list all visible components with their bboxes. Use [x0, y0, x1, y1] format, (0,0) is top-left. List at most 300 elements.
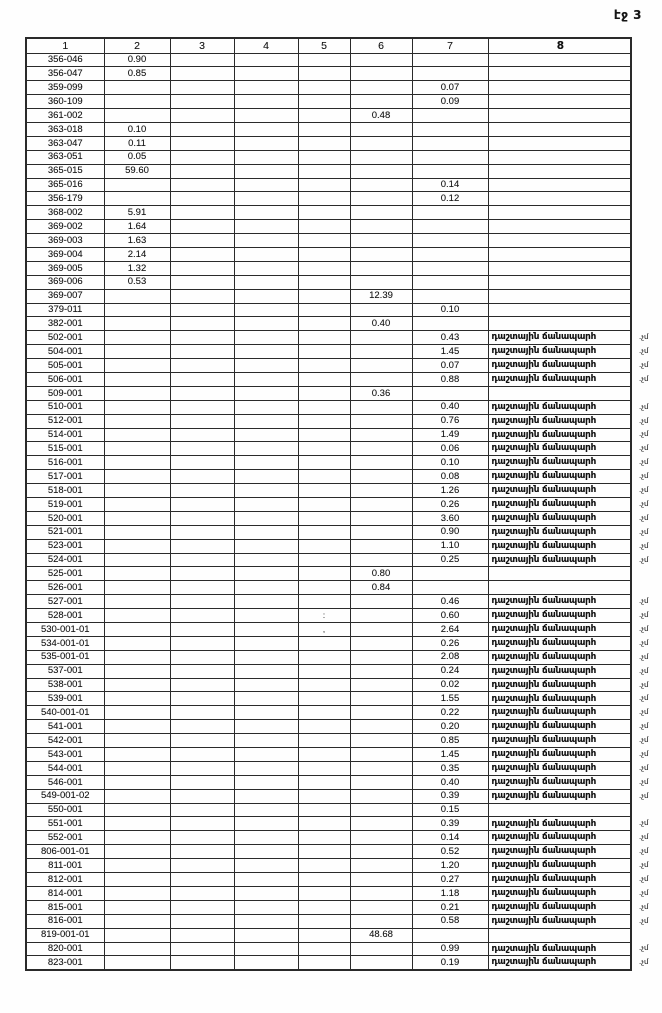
cell-land-use: դաշտային ճանապարհ — [488, 539, 631, 553]
cell-col5 — [298, 414, 350, 428]
cell-land-use: դաշտային ճանապարհ — [488, 470, 631, 484]
cell-col2: 0.11 — [104, 136, 170, 150]
cell-col2 — [104, 456, 170, 470]
cell-col7: 0.10 — [412, 303, 488, 317]
cell-land-use — [488, 247, 631, 261]
cell-parcel-id: 549-001-02 — [26, 789, 104, 803]
cell-parcel-id: 535-001-01 — [26, 650, 104, 664]
cell-col5 — [298, 192, 350, 206]
cell-col6 — [350, 789, 412, 803]
cell-col4 — [234, 275, 298, 289]
table-row — [26, 95, 661, 109]
table-row — [26, 678, 661, 692]
cell-col4 — [234, 845, 298, 859]
cell-col6 — [350, 442, 412, 456]
cell-col4 — [234, 928, 298, 942]
cell-col4 — [234, 900, 298, 914]
cell-parcel-id: 523-001 — [26, 539, 104, 553]
cell-col4 — [234, 498, 298, 512]
cell-col2 — [104, 511, 170, 525]
cell-land-use: դաշտային ճանապարհ — [488, 956, 631, 970]
cell-parcel-id: 359-099 — [26, 81, 104, 95]
cell-col4 — [234, 873, 298, 887]
cell-col3 — [170, 456, 234, 470]
margin-annotation — [631, 95, 661, 109]
table-row — [26, 775, 661, 789]
cell-col7: 0.58 — [412, 914, 488, 928]
column-header-1: 1 — [26, 38, 104, 53]
cell-parcel-id: 356-179 — [26, 192, 104, 206]
cell-col6 — [350, 261, 412, 275]
cell-col4 — [234, 289, 298, 303]
cell-col6 — [350, 775, 412, 789]
cell-col2 — [104, 192, 170, 206]
cell-land-use: դաշտային ճանապարհ — [488, 484, 631, 498]
table-row — [26, 470, 661, 484]
cell-col7: 0.39 — [412, 789, 488, 803]
cell-col7 — [412, 289, 488, 303]
cell-col4 — [234, 372, 298, 386]
table-row — [26, 109, 661, 123]
cell-col5 — [298, 498, 350, 512]
cell-col4 — [234, 261, 298, 275]
cell-col3 — [170, 511, 234, 525]
table-row — [26, 164, 661, 178]
margin-annotation — [631, 803, 661, 817]
cell-col3 — [170, 414, 234, 428]
cell-parcel-id: 505-001 — [26, 359, 104, 373]
cell-parcel-id: 504-001 — [26, 345, 104, 359]
table-row — [26, 734, 661, 748]
cell-parcel-id: 365-015 — [26, 164, 104, 178]
table-row — [26, 623, 661, 637]
cell-land-use — [488, 109, 631, 123]
cell-col6 — [350, 192, 412, 206]
cell-col3 — [170, 359, 234, 373]
cell-col6 — [350, 803, 412, 817]
cell-land-use: դաշտային ճանապարհ — [488, 761, 631, 775]
cell-col4 — [234, 789, 298, 803]
cell-col4 — [234, 122, 298, 136]
cell-land-use: դաշտային ճանապարհ — [488, 623, 631, 637]
cell-col5 — [298, 553, 350, 567]
cell-col4 — [234, 470, 298, 484]
cell-parcel-id: 502-001 — [26, 331, 104, 345]
cell-col5 — [298, 317, 350, 331]
cell-col5 — [298, 581, 350, 595]
cell-parcel-id: 368-002 — [26, 206, 104, 220]
cell-col3 — [170, 206, 234, 220]
cell-parcel-id: 369-007 — [26, 289, 104, 303]
cell-col2 — [104, 761, 170, 775]
table-row — [26, 359, 661, 373]
cell-col3 — [170, 831, 234, 845]
cell-col6 — [350, 553, 412, 567]
column-header-3: 3 — [170, 38, 234, 53]
cell-col7 — [412, 220, 488, 234]
cell-col5 — [298, 734, 350, 748]
cell-col4 — [234, 636, 298, 650]
margin-annotation — [631, 275, 661, 289]
margin-annotation — [631, 581, 661, 595]
table-row — [26, 192, 661, 206]
table-row — [26, 178, 661, 192]
cell-land-use: դաշտային ճանապարհ — [488, 900, 631, 914]
cell-col7 — [412, 275, 488, 289]
cell-parcel-id: 512-001 — [26, 414, 104, 428]
table-row — [26, 525, 661, 539]
table-row — [26, 817, 661, 831]
cell-col4 — [234, 803, 298, 817]
cell-col6 — [350, 511, 412, 525]
cell-col7 — [412, 567, 488, 581]
cell-col2 — [104, 498, 170, 512]
margin-annotation: .չմ — [639, 374, 649, 383]
cell-land-use — [488, 122, 631, 136]
cell-col2 — [104, 873, 170, 887]
cell-parcel-id: 527-001 — [26, 595, 104, 609]
cell-col6 — [350, 345, 412, 359]
cell-col7: 0.10 — [412, 456, 488, 470]
table-row — [26, 956, 661, 970]
cell-land-use: դաշտային ճանապարհ — [488, 400, 631, 414]
cell-col6 — [350, 484, 412, 498]
cell-col7: 0.26 — [412, 498, 488, 512]
margin-annotation — [631, 567, 661, 581]
cell-land-use: դաշտային ճանապարհ — [488, 789, 631, 803]
cell-parcel-id: 525-001 — [26, 567, 104, 581]
cell-col6 — [350, 178, 412, 192]
table-row — [26, 442, 661, 456]
cell-col6 — [350, 67, 412, 81]
margin-annotation: .չմ — [639, 513, 649, 522]
cell-col6 — [350, 372, 412, 386]
margin-annotation — [631, 317, 661, 331]
cell-col3 — [170, 372, 234, 386]
column-header-7: 7 — [412, 38, 488, 53]
cell-col6 — [350, 734, 412, 748]
cell-col7: 0.99 — [412, 942, 488, 956]
cell-col7: 0.46 — [412, 595, 488, 609]
cell-col2 — [104, 581, 170, 595]
cell-col2 — [104, 442, 170, 456]
cell-col7: 3.60 — [412, 511, 488, 525]
table-row — [26, 761, 661, 775]
cell-col7: 1.49 — [412, 428, 488, 442]
cell-col5 — [298, 623, 350, 637]
cell-col3 — [170, 261, 234, 275]
cell-col3 — [170, 525, 234, 539]
margin-annotation: .չմ — [639, 777, 649, 786]
margin-annotation: .չմ — [639, 444, 649, 453]
cell-col5 — [298, 609, 350, 623]
cell-col5 — [298, 220, 350, 234]
cell-col7: 0.39 — [412, 817, 488, 831]
cell-col4 — [234, 178, 298, 192]
cell-col6: 0.80 — [350, 567, 412, 581]
cell-land-use — [488, 220, 631, 234]
cell-col7: 0.02 — [412, 678, 488, 692]
cell-col6 — [350, 95, 412, 109]
cell-col7: 0.88 — [412, 372, 488, 386]
page-number-label: էջ 3 — [613, 8, 642, 22]
cell-parcel-id: 382-001 — [26, 317, 104, 331]
margin-spacer — [631, 38, 661, 53]
cell-col5 — [298, 803, 350, 817]
scan-artifact: : — [322, 610, 326, 620]
table-row — [26, 873, 661, 887]
cell-col5 — [298, 775, 350, 789]
cell-col7: 1.55 — [412, 692, 488, 706]
cell-col5 — [298, 928, 350, 942]
cell-col3 — [170, 595, 234, 609]
cell-parcel-id: 539-001 — [26, 692, 104, 706]
margin-annotation — [631, 206, 661, 220]
cell-col5 — [298, 164, 350, 178]
cell-col7: 0.15 — [412, 803, 488, 817]
table-row — [26, 789, 661, 803]
cell-col4 — [234, 67, 298, 81]
cell-col7: 0.14 — [412, 831, 488, 845]
cell-col3 — [170, 53, 234, 67]
margin-annotation: .չմ — [639, 763, 649, 772]
cell-col2 — [104, 817, 170, 831]
margin-annotation — [631, 289, 661, 303]
cell-parcel-id: 510-001 — [26, 400, 104, 414]
cell-land-use — [488, 234, 631, 248]
cell-col7: 0.26 — [412, 636, 488, 650]
cell-col3 — [170, 609, 234, 623]
cell-col4 — [234, 136, 298, 150]
cell-col7: 0.85 — [412, 734, 488, 748]
cell-col6 — [350, 539, 412, 553]
cell-parcel-id: 514-001 — [26, 428, 104, 442]
cell-col2 — [104, 525, 170, 539]
cell-col5 — [298, 234, 350, 248]
cell-col4 — [234, 456, 298, 470]
column-header-6: 6 — [350, 38, 412, 53]
cell-col7: 0.14 — [412, 178, 488, 192]
cell-land-use: դաշտային ճանապարհ — [488, 664, 631, 678]
cell-land-use — [488, 386, 631, 400]
cell-col2 — [104, 831, 170, 845]
cell-col4 — [234, 734, 298, 748]
margin-annotation: .չմ — [639, 486, 649, 495]
cell-col4 — [234, 53, 298, 67]
cell-col6 — [350, 914, 412, 928]
cell-col6 — [350, 817, 412, 831]
cell-land-use: դաշտային ճանապարհ — [488, 525, 631, 539]
cell-col5 — [298, 831, 350, 845]
table-row — [26, 928, 661, 942]
cell-col3 — [170, 317, 234, 331]
cell-land-use — [488, 81, 631, 95]
cell-col6 — [350, 706, 412, 720]
table-row — [26, 303, 661, 317]
cell-col3 — [170, 734, 234, 748]
cell-col7: 0.07 — [412, 81, 488, 95]
cell-col2 — [104, 178, 170, 192]
cell-col4 — [234, 345, 298, 359]
cell-col4 — [234, 623, 298, 637]
cell-col6 — [350, 206, 412, 220]
cell-parcel-id: 517-001 — [26, 470, 104, 484]
cell-parcel-id: 361-002 — [26, 109, 104, 123]
cell-col4 — [234, 428, 298, 442]
cell-col4 — [234, 914, 298, 928]
cell-col6 — [350, 650, 412, 664]
cell-col2 — [104, 650, 170, 664]
cell-col5 — [298, 748, 350, 762]
cell-col7: 0.20 — [412, 720, 488, 734]
cell-parcel-id: 360-109 — [26, 95, 104, 109]
cell-col3 — [170, 720, 234, 734]
cell-col3 — [170, 956, 234, 970]
table-row — [26, 67, 661, 81]
cell-col5 — [298, 789, 350, 803]
cell-col4 — [234, 942, 298, 956]
table-row — [26, 345, 661, 359]
cell-land-use — [488, 53, 631, 67]
cell-land-use: դաշտային ճանապարհ — [488, 498, 631, 512]
cell-col6 — [350, 359, 412, 373]
margin-annotation — [631, 386, 661, 400]
margin-annotation: .չմ — [639, 402, 649, 411]
cell-col3 — [170, 275, 234, 289]
cell-col6 — [350, 678, 412, 692]
cell-col6 — [350, 275, 412, 289]
cell-parcel-id: 550-001 — [26, 803, 104, 817]
margin-annotation: .չմ — [639, 749, 649, 758]
cell-col2 — [104, 775, 170, 789]
cell-col4 — [234, 484, 298, 498]
cell-col5 — [298, 206, 350, 220]
table-row — [26, 609, 661, 623]
cell-col6 — [350, 81, 412, 95]
cell-col6: 0.48 — [350, 109, 412, 123]
cell-col7: 0.43 — [412, 331, 488, 345]
cell-col3 — [170, 289, 234, 303]
cell-land-use: դաշտային ճանապարհ — [488, 636, 631, 650]
cell-parcel-id: 515-001 — [26, 442, 104, 456]
cell-col2 — [104, 345, 170, 359]
cell-col7 — [412, 109, 488, 123]
margin-annotation: .չմ — [639, 624, 649, 633]
cell-col2 — [104, 386, 170, 400]
cell-col3 — [170, 748, 234, 762]
cell-parcel-id: 816-001 — [26, 914, 104, 928]
cell-col7: 0.90 — [412, 525, 488, 539]
cell-col3 — [170, 539, 234, 553]
cell-col6 — [350, 53, 412, 67]
cell-col2 — [104, 664, 170, 678]
cell-col6 — [350, 428, 412, 442]
margin-annotation: .չմ — [639, 708, 649, 717]
table-row — [26, 511, 661, 525]
cell-col2 — [104, 942, 170, 956]
cell-col7 — [412, 261, 488, 275]
cell-col6 — [350, 831, 412, 845]
cell-col3 — [170, 67, 234, 81]
margin-annotation: .չմ — [639, 638, 649, 647]
cell-col4 — [234, 692, 298, 706]
cell-land-use: դաշտային ճանապարհ — [488, 914, 631, 928]
cell-col3 — [170, 498, 234, 512]
cell-col3 — [170, 845, 234, 859]
cell-land-use: դաշտային ճանապարհ — [488, 511, 631, 525]
table-row — [26, 136, 661, 150]
cell-col2: 2.14 — [104, 247, 170, 261]
cell-parcel-id: 509-001 — [26, 386, 104, 400]
cell-col7 — [412, 317, 488, 331]
table-row — [26, 831, 661, 845]
cell-col2: 1.64 — [104, 220, 170, 234]
cell-col5 — [298, 720, 350, 734]
cell-col6 — [350, 247, 412, 261]
cell-parcel-id: 369-006 — [26, 275, 104, 289]
cell-col3 — [170, 873, 234, 887]
cell-col3 — [170, 817, 234, 831]
cell-land-use — [488, 289, 631, 303]
table-row — [26, 414, 661, 428]
table-row — [26, 539, 661, 553]
cell-col3 — [170, 303, 234, 317]
cell-col7: 0.22 — [412, 706, 488, 720]
margin-annotation: .չմ — [639, 541, 649, 550]
cell-col7 — [412, 234, 488, 248]
cell-col4 — [234, 164, 298, 178]
cell-parcel-id: 524-001 — [26, 553, 104, 567]
cell-col5 — [298, 636, 350, 650]
cell-col5 — [298, 442, 350, 456]
cell-col5 — [298, 678, 350, 692]
cell-col7: 0.09 — [412, 95, 488, 109]
cell-col2 — [104, 484, 170, 498]
table-row — [26, 636, 661, 650]
cell-col3 — [170, 192, 234, 206]
cell-col7: 1.45 — [412, 345, 488, 359]
cell-parcel-id: 820-001 — [26, 942, 104, 956]
cell-col2: 5.91 — [104, 206, 170, 220]
cell-land-use: դաշտային ճանապարհ — [488, 595, 631, 609]
column-header-2: 2 — [104, 38, 170, 53]
cell-col2 — [104, 845, 170, 859]
cell-col7: 0.19 — [412, 956, 488, 970]
table-row — [26, 53, 661, 67]
margin-annotation: .չմ — [639, 472, 649, 481]
cell-col2 — [104, 789, 170, 803]
margin-annotation — [631, 122, 661, 136]
cell-col2 — [104, 303, 170, 317]
cell-col3 — [170, 623, 234, 637]
cell-col6 — [350, 761, 412, 775]
cell-col5 — [298, 303, 350, 317]
cell-col4 — [234, 414, 298, 428]
cell-col2 — [104, 748, 170, 762]
cell-col6 — [350, 303, 412, 317]
cell-land-use: դաշտային ճանապարհ — [488, 345, 631, 359]
cell-col4 — [234, 956, 298, 970]
cell-col6 — [350, 498, 412, 512]
table-row — [26, 150, 661, 164]
cell-col5 — [298, 650, 350, 664]
cell-parcel-id: 530-001-01 — [26, 623, 104, 637]
table-row — [26, 289, 661, 303]
cell-col7 — [412, 136, 488, 150]
cell-parcel-id: 356-047 — [26, 67, 104, 81]
cell-col3 — [170, 178, 234, 192]
cell-col2 — [104, 553, 170, 567]
